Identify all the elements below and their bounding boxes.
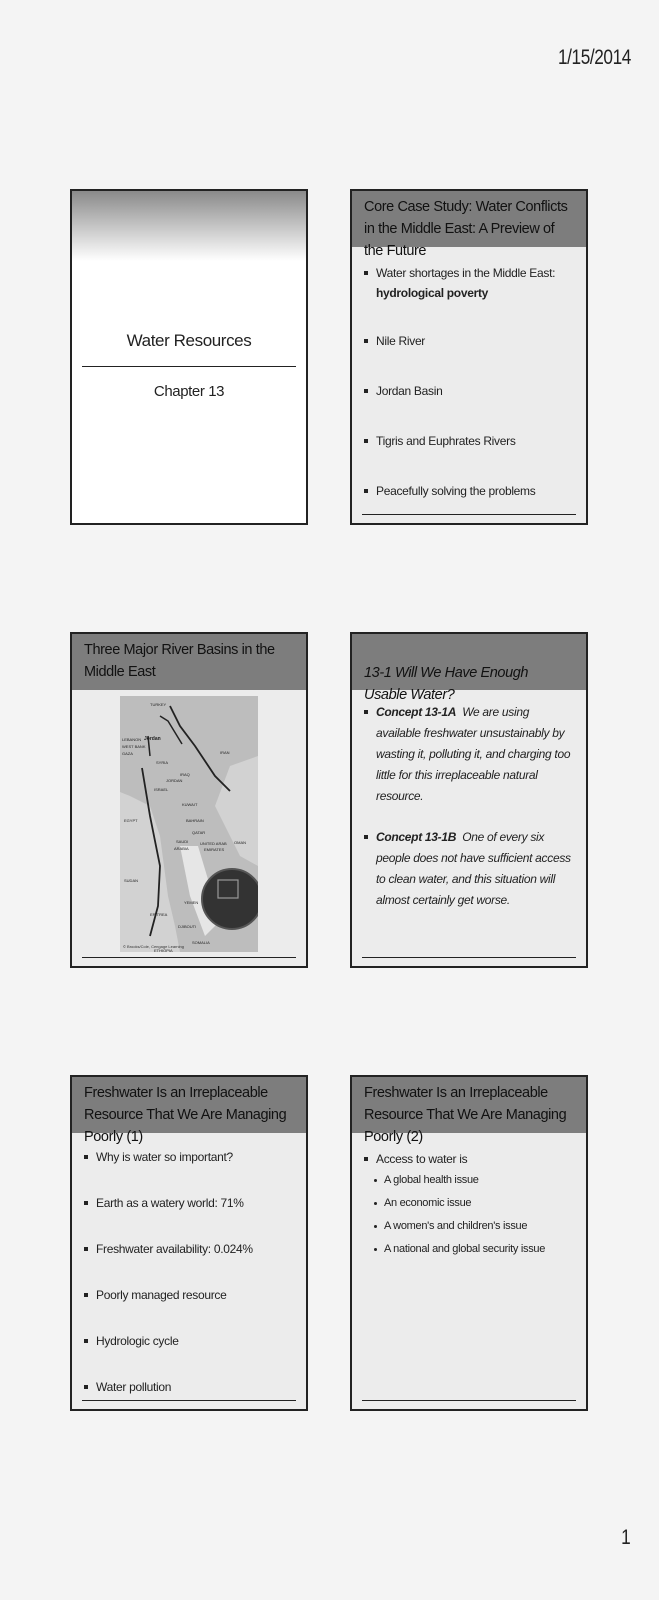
bullet-item: Tigris and Euphrates Rivers: [364, 431, 576, 451]
concept-item: [364, 827, 576, 911]
bullet-item: Jordan Basin: [364, 381, 576, 401]
svg-text:EMIRATES: EMIRATES: [204, 847, 225, 852]
concept-item: [364, 702, 576, 807]
title-gradient: [72, 191, 306, 261]
slide-title-text: Water Resources: [126, 331, 252, 350]
bullet-item: Nile River: [364, 331, 576, 351]
svg-text:WEST BANK: WEST BANK: [122, 744, 146, 749]
slide-subtitle: Chapter 13: [153, 383, 225, 400]
slide-heading: Core Case Study: Water Conflicts in the Middle East: A Preview of the Future: [352, 191, 586, 247]
svg-text:ERITREA: ERITREA: [150, 912, 168, 917]
bullet-item: Poorly managed resource: [84, 1285, 296, 1305]
slide-heading: Freshwater Is an Irreplaceable Resource That We Are Managing Poorly (1): [72, 1077, 306, 1133]
concept-label: Concept 13-1A: [376, 705, 457, 719]
svg-text:SOMALIA: SOMALIA: [192, 940, 210, 945]
concept-label: Concept 13-1B: [376, 830, 457, 844]
slide-13-1: [350, 632, 588, 968]
slide-river-basins: [70, 632, 308, 968]
svg-text:SYRIA: SYRIA: [156, 760, 169, 765]
bullet-list: [352, 247, 586, 501]
bullet-bold-text: hydrological poverty: [376, 286, 489, 300]
bullet-item: [364, 263, 576, 303]
page-date: 1/15/2014: [558, 46, 631, 69]
bottom-rule: [362, 514, 576, 515]
page-number: 1: [621, 1526, 631, 1549]
svg-text:JORDAN: JORDAN: [166, 778, 183, 783]
svg-text:SUDAN: SUDAN: [124, 878, 139, 883]
svg-text:ARABIA: ARABIA: [174, 846, 189, 851]
svg-text:YEMEN: YEMEN: [184, 900, 199, 905]
svg-text:LEBANON: LEBANON: [122, 737, 142, 742]
svg-text:Jordan: Jordan: [144, 736, 161, 742]
bullet-item: Hydrologic cycle: [84, 1331, 296, 1351]
bullet-item: Water pollution: [84, 1377, 296, 1397]
sub-bullet-item: A global health issue: [364, 1169, 576, 1192]
bottom-rule: [362, 957, 576, 958]
svg-text:QATAR: QATAR: [192, 830, 206, 835]
bottom-rule: [362, 1400, 576, 1401]
svg-text:GAZA: GAZA: [122, 751, 133, 756]
slide-core-case-study: [350, 189, 588, 525]
divider: [82, 366, 296, 367]
sub-bullet-item: An economic issue: [364, 1192, 576, 1215]
bullet-item: Earth as a watery world: 71%: [84, 1193, 296, 1213]
svg-text:EGYPT: EGYPT: [124, 818, 138, 823]
svg-text:OMAN: OMAN: [234, 840, 246, 845]
slide-heading: 13-1 Will We Have Enough Usable Water?: [352, 634, 586, 690]
svg-text:ETHIOPIA: ETHIOPIA: [154, 948, 173, 952]
slide-freshwater-2: [350, 1075, 588, 1411]
bottom-rule: [82, 957, 296, 958]
bullet-item: Freshwater availability: 0.024%: [84, 1239, 296, 1259]
sub-bullet-item: A national and global security issue: [364, 1238, 576, 1261]
svg-text:UNITED ARAB: UNITED ARAB: [200, 841, 227, 846]
bullet-item: Peacefully solving the problems: [364, 481, 576, 501]
concept-text: One of every six people does not have sufficient access to clean water, and this situation will almost certainly get worse.: [376, 830, 571, 907]
svg-text:SAUDI: SAUDI: [176, 839, 189, 844]
bullet-item: Why is water so important?: [84, 1147, 296, 1167]
concept-list: [352, 690, 586, 911]
bottom-rule: [82, 1400, 296, 1401]
bullet-text: Water shortages in the Middle East:: [376, 266, 556, 280]
slide-freshwater-1: [70, 1075, 308, 1411]
svg-text:IRAN: IRAN: [220, 750, 230, 755]
map-graphic: [120, 696, 258, 952]
concept-text: We are using available freshwater unsustainably by wasting it, polluting it, and charging too little for this irreplaceable natural resource.: [376, 705, 571, 803]
sub-bullet-item: A women's and children's issue: [364, 1215, 576, 1238]
slide-heading: Three Major River Basins in the Middle East: [72, 634, 306, 690]
slide-heading: Freshwater Is an Irreplaceable Resource That We Are Managing Poorly (2): [352, 1077, 586, 1133]
svg-text:IRAQ: IRAQ: [180, 772, 190, 777]
svg-text:ISRAEL: ISRAEL: [154, 787, 169, 792]
bullet-list: [352, 1133, 586, 1261]
svg-text:DJIBOUTI: DJIBOUTI: [178, 924, 197, 929]
bullet-list: [72, 1133, 306, 1397]
slide-title: [70, 189, 308, 525]
svg-text:BAHRAIN: BAHRAIN: [186, 818, 204, 823]
map-credit: © Brooks/Cole, Cengage Learning: [123, 944, 184, 949]
svg-text:KUWAIT: KUWAIT: [182, 802, 198, 807]
middle-east-map: [120, 696, 258, 952]
svg-text:TURKEY: TURKEY: [150, 702, 167, 707]
bullet-item: Access to water is: [364, 1149, 576, 1169]
